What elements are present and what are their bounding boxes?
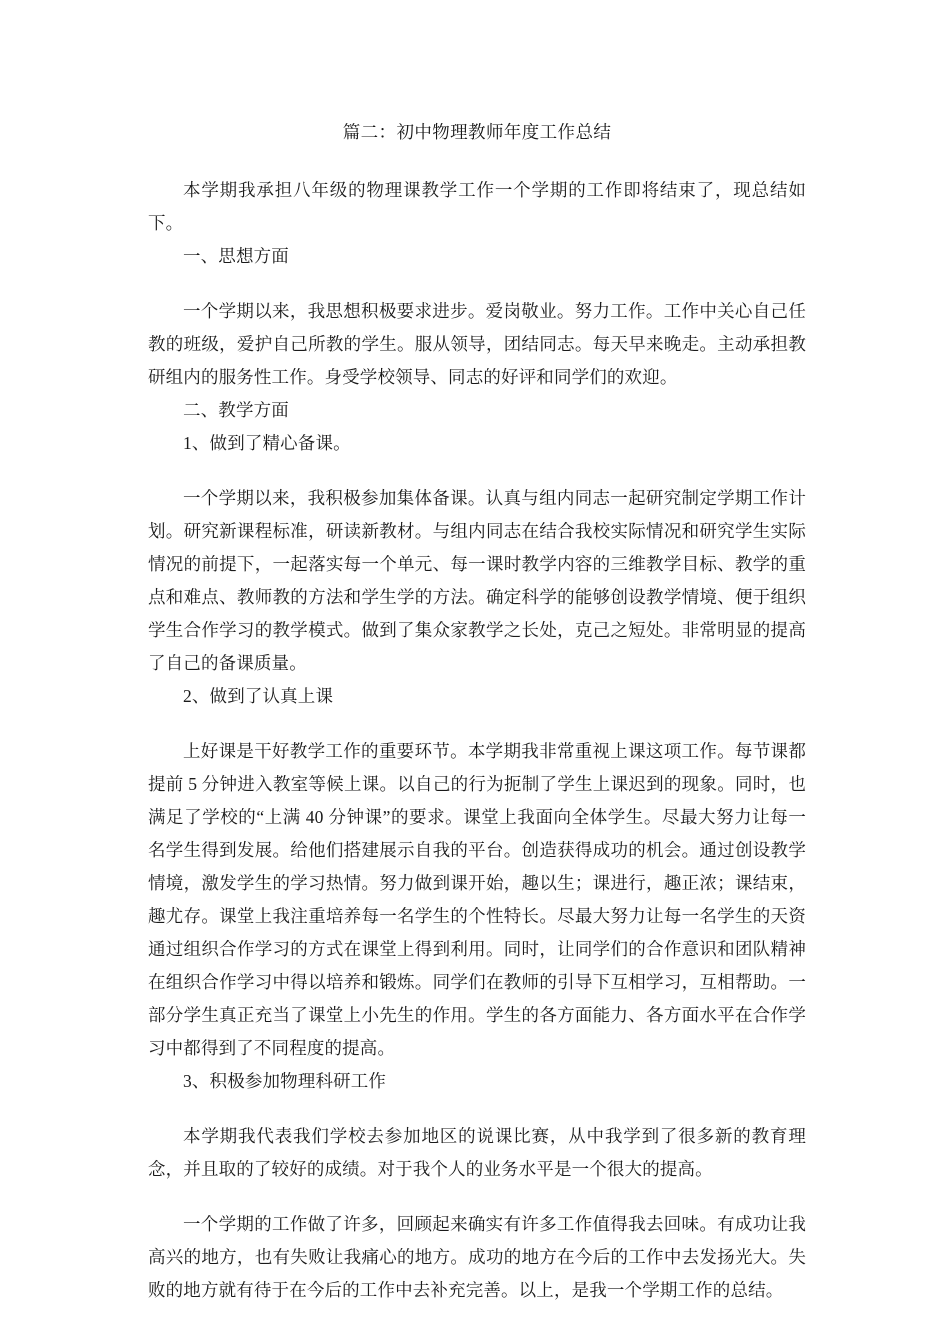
section-heading-item-1: 1、做到了精心备课。 (183, 433, 351, 453)
paragraph-thought-body: 一个学期以来，我思想积极要求进步。爱岗敬业。努力工作。工作中关心自己任教的班级，爱护自己所教的学生。服从领导，团结同志。每天早来晚走。主动承担教研组内的服务性工作。身受学校领导、同志的好评和同学们的欢迎。 (148, 301, 806, 387)
paragraph-item-3-body: 本学期我代表我们学校去参加地区的说课比赛，从中我学到了很多新的教育理念，并且取的了较好的成绩。对于我个人的业务水平是一个很大的提高。 (148, 1126, 806, 1179)
section-heading-item-2: 2、做到了认真上课 (183, 686, 334, 706)
paragraph-intro: 本学期我承担八年级的物理课教学工作一个学期的工作即将结束了，现总结如下。 (148, 180, 806, 233)
section-heading-thought: 一、思想方面 (183, 246, 289, 266)
paragraph-item-1-body: 一个学期以来，我积极参加集体备课。认真与组内同志一起研究制定学期工作计划。研究新课程标准，研读新教材。与组内同志在结合我校实际情况和研究学生实际情况的前提下，一起落实每一个单元、每一课时教学内容的三维教学目标、教学的重点和难点、教师教的方法和学生学的方法。确定科学的能够创设教学情境、便于组织学生合作学习的教学模式。做到了集众家教学之长处，克己之短处。非常明显的提高了自己的备课质量。 (148, 488, 806, 673)
section-heading-teaching: 二、教学方面 (183, 400, 289, 420)
paragraph-conclusion: 一个学期的工作做了许多，回顾起来确实有许多工作值得我去回味。有成功让我高兴的地方，也有失败让我痛心的地方。成功的地方在今后的工作中去发扬光大。失败的地方就有待于在今后的工作中去补充完善。以上，是我一个学期工作的总结。 (148, 1214, 806, 1300)
paragraph-item-2-body: 上好课是干好教学工作的重要环节。本学期我非常重视上课这项工作。每节课都提前 5 分钟进入教室等候上课。以自己的行为扼制了学生上课迟到的现象。同时，也满足了学校的“上满 40 分钟课”的要求。课堂上我面向全体学生。尽最大努力让每一名学生得到发展。给他们搭建展示自我的平台。创造获得成功的机会。通过创设教学情境，激发学生的学习热情。努力做到课开始，趣以生；课进行，趣正浓；课结束，趣尤存。课堂上我注重培养每一名学生的个性特长。尽最大努力让每一名学生的天资通过组织合作学习的方式在课堂上得到利用。同时，让同学们的合作意识和团队精神在组织合作学习中得以培养和锻炼。同学们在教师的引导下互相学习，互相帮助。一部分学生真正充当了课堂上小先生的作用。学生的各方面能力、各方面水平在合作学习中都得到了不同程度的提高。 (148, 741, 806, 1058)
section-heading-item-3: 3、积极参加物理科研工作 (183, 1071, 387, 1091)
page-title: 篇二：初中物理教师年度工作总结 (342, 122, 612, 142)
document-content (148, 0, 806, 1307)
